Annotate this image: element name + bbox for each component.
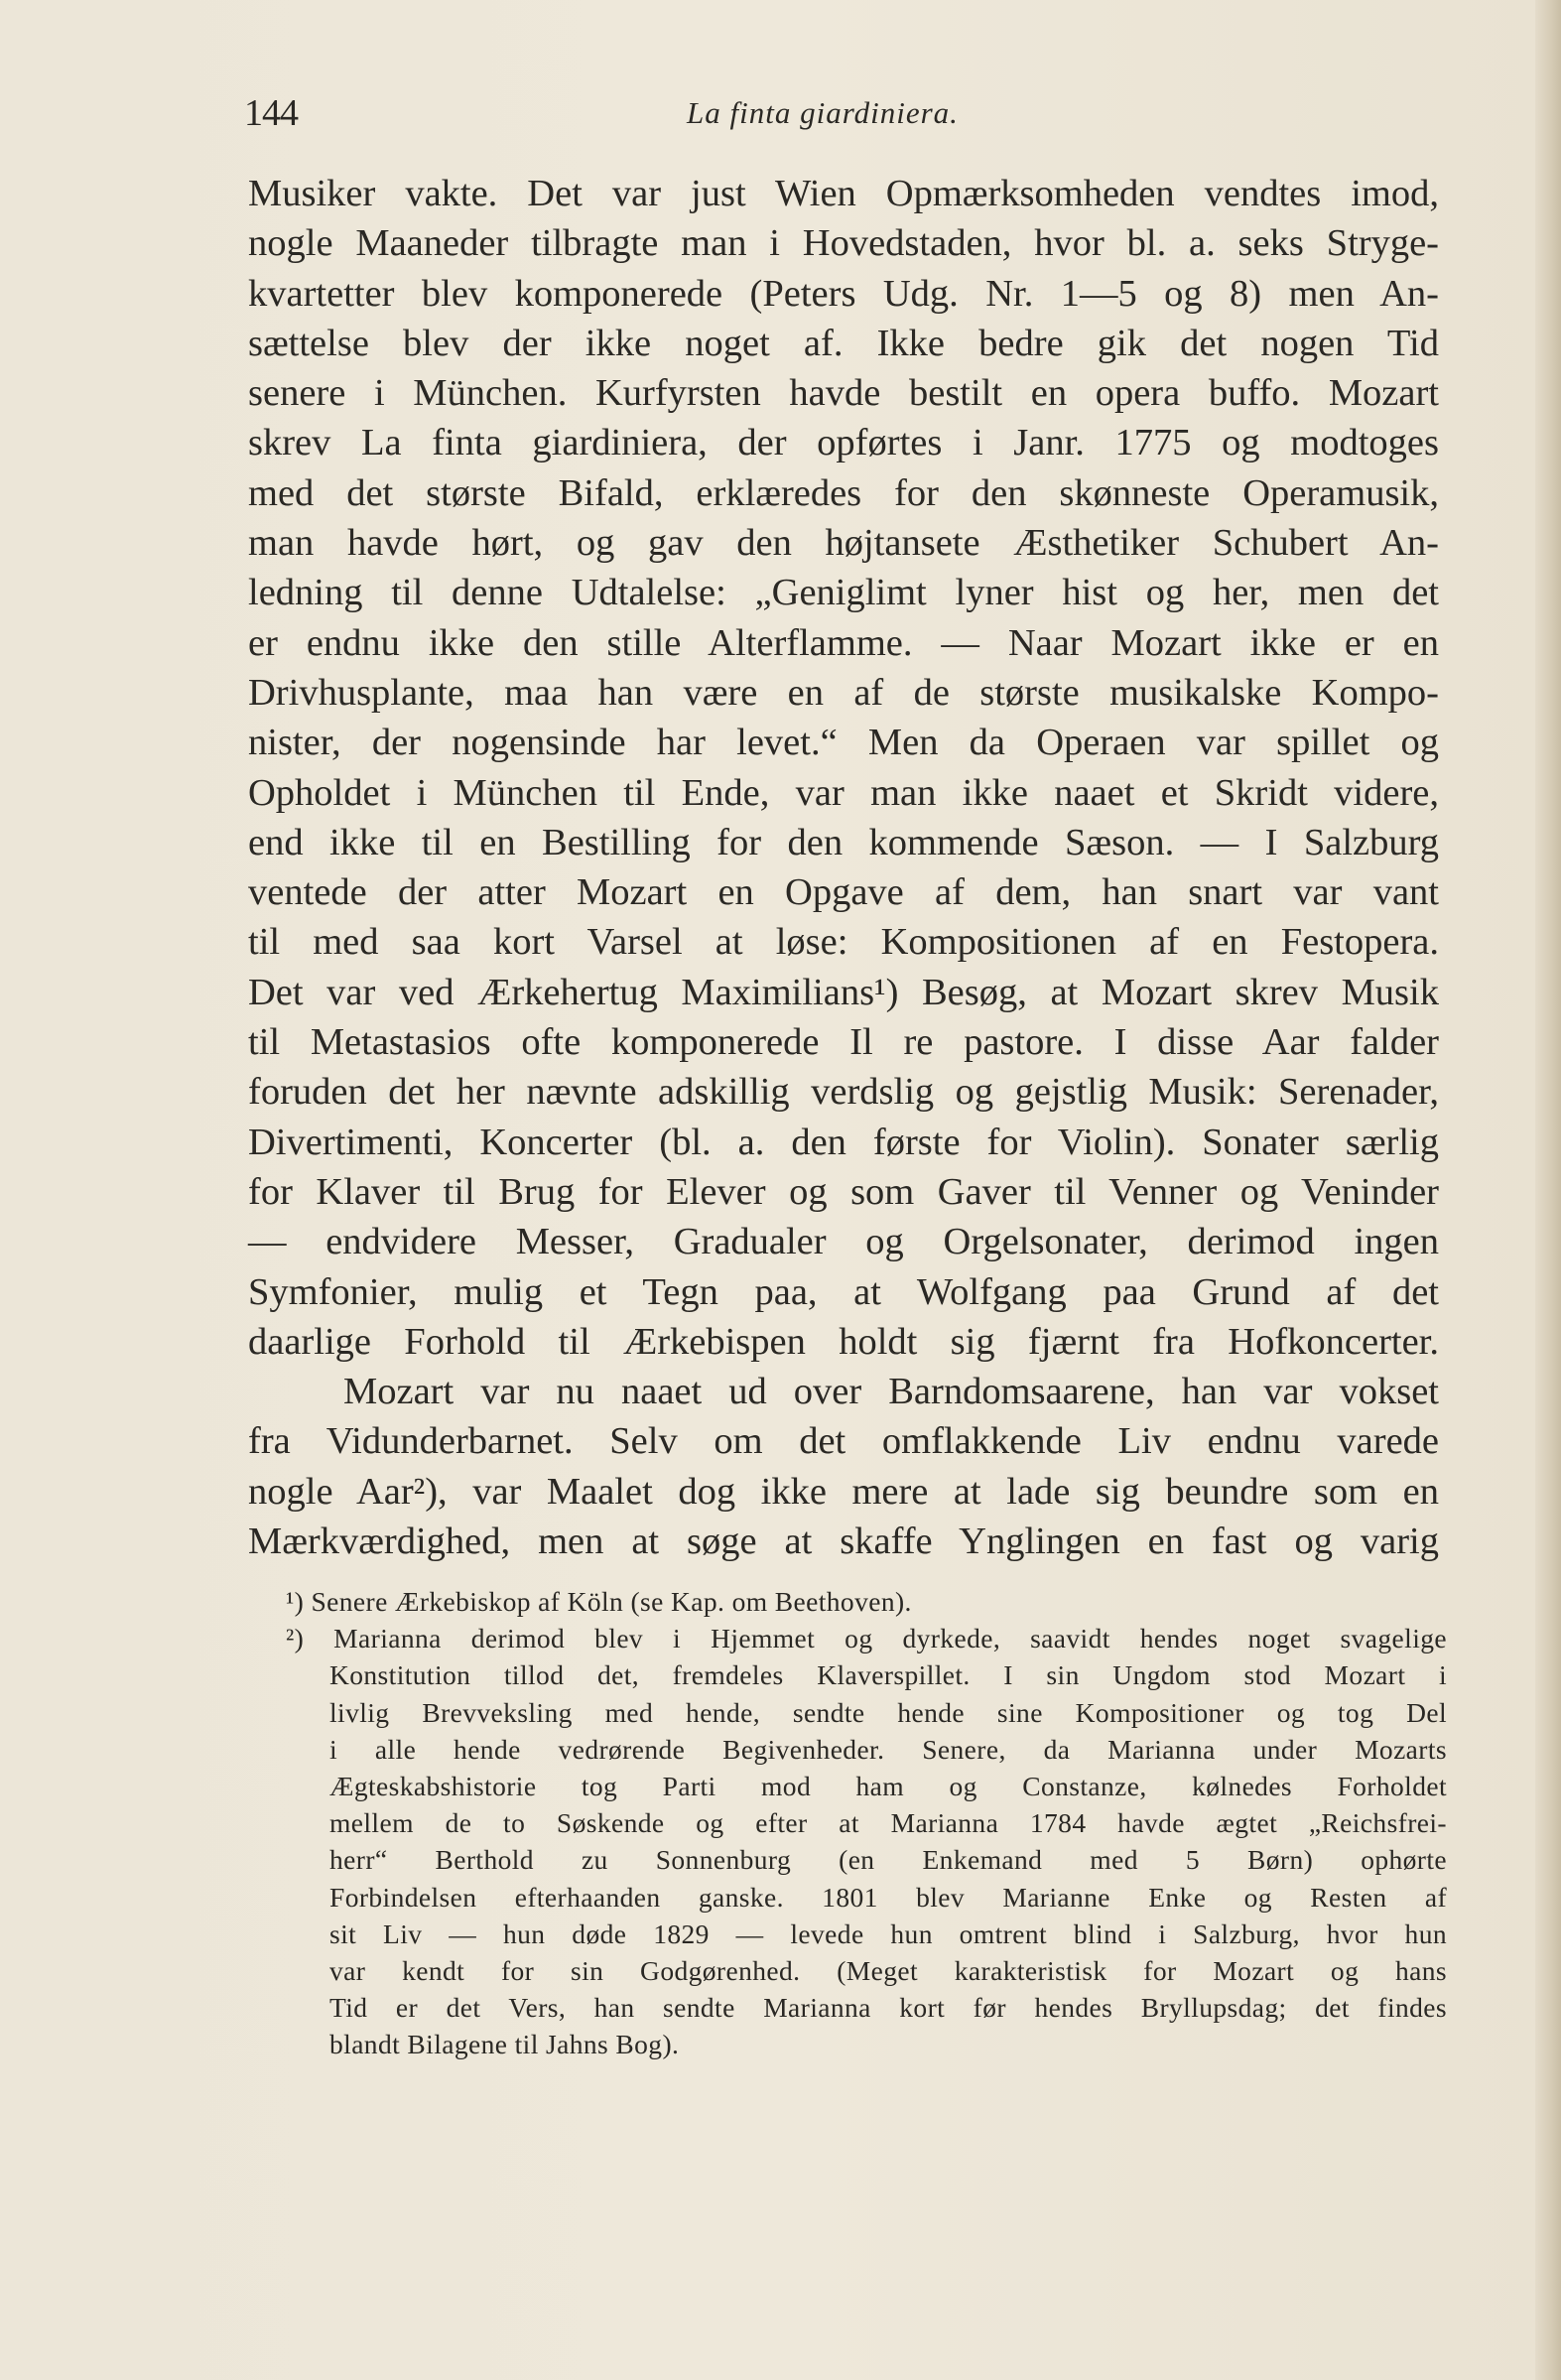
footnote-1: ¹) Senere Ærkebiskop af Köln (se Kap. om Beethoven). <box>286 1586 912 1617</box>
body-line: man havde hørt, og gav den højtansete Æsthetiker Schubert An- <box>248 522 1439 565</box>
footnote-2-line: mellem de to Søskende og efter at Marianna 1784 havde ægtet „Reichsfrei- <box>329 1807 1447 1839</box>
page-edge-shadow <box>1535 0 1561 2380</box>
body-line: er endnu ikke den stille Alterflamme. — Naar Mozart ikke er en <box>248 621 1439 664</box>
body-line: med det største Bifald, erklæredes for den skønneste Operamusik, <box>248 471 1439 514</box>
body-line: Divertimenti, Koncerter (bl. a. den første for Violin). Sonater særlig <box>248 1121 1439 1163</box>
body-line: Det var ved Ærkehertug Maximilians¹) Besøg, at Mozart skrev Musik <box>248 971 1439 1013</box>
footnote-2-line: blandt Bilagene til Jahns Bog). <box>329 2029 680 2060</box>
body-line: Drivhusplante, maa han være en af de største musikalske Kompo- <box>248 671 1439 714</box>
footnote-2-line: var kendt for sin Godgørenhed. (Meget karakteristisk for Mozart og hans <box>329 1954 1447 1986</box>
footnote-2-line: i alle hende vedrørende Begivenheder. Senere, da Marianna under Mozarts <box>329 1733 1447 1765</box>
body-line: til med saa kort Varsel at løse: Kompositionen af en Festopera. <box>248 921 1439 964</box>
running-title: La finta giardiniera. <box>687 95 959 130</box>
body-line: kvartetter blev komponerede (Peters Udg. Nr. 1—5 og 8) men An- <box>248 272 1439 315</box>
body-text <box>248 169 1439 1566</box>
footnote-2-line: Konstitution tillod det, fremdeles Klaverspillet. I sin Ungdom stod Mozart i <box>329 1659 1447 1691</box>
footnote-2-line: sit Liv — hun døde 1829 — levede hun omtrent blind i Salzburg, hvor hun <box>329 1917 1447 1949</box>
footnote-2-line: livlig Brevveksling med hende, sendte hende sine Kompositioner og tog Del <box>329 1696 1447 1728</box>
footnote-2-line: Ægteskabshistorie tog Parti mod ham og Constanze, kølnedes Forholdet <box>329 1770 1447 1801</box>
body-line: senere i München. Kurfyrsten havde bestilt en opera buffo. Mozart <box>248 372 1439 415</box>
body-line: sættelse blev der ikke noget af. Ikke bedre gik det nogen Tid <box>248 322 1439 364</box>
running-head <box>244 91 1445 134</box>
body-line: Mærkværdighed, men at søge at skaffe Ynglingen en fast og varig <box>248 1521 1439 1563</box>
body-line: foruden det her nævnte adskillig verdslig og gejstlig Musik: Serenader, <box>248 1071 1439 1114</box>
footnote-2-line: herr“ Berthold zu Sonnenburg (en Enkemand med 5 Børn) ophørte <box>329 1844 1447 1876</box>
body-line: ledning til denne Udtalelse: „Geniglimt lyner hist og her, men det <box>248 572 1439 614</box>
body-line: skrev La finta giardiniera, der opførtes i Janr. 1775 og modtoges <box>248 422 1439 464</box>
body-line: nogle Aar²), var Maalet dog ikke mere at lade sig beundre som en <box>248 1470 1439 1513</box>
footnote-2: ²) Marianna derimod blev i Hjemmet og dyrkede, saavidt hendes noget svagelige <box>286 1623 1447 1654</box>
body-line: for Klaver til Brug for Elever og som Gaver til Venner og Veninder <box>248 1170 1439 1213</box>
page-number: 144 <box>244 92 298 134</box>
body-line: — endvidere Messer, Gradualer og Orgelsonater, derimod ingen <box>248 1221 1439 1263</box>
body-line: nister, der nogensinde har levet.“ Men da Operaen var spillet og <box>248 722 1439 764</box>
footnote-2-line: Forbindelsen efterhaanden ganske. 1801 blev Marianne Enke og Resten af <box>329 1881 1447 1913</box>
body-line: ventede der atter Mozart en Opgave af dem, han snart var vant <box>248 871 1439 914</box>
footnotes <box>248 1583 1447 2062</box>
body-line: Opholdet i München til Ende, var man ikke naaet et Skridt videre, <box>248 771 1439 814</box>
body-line: end ikke til en Bestilling for den kommende Sæson. — I Salzburg <box>248 821 1439 863</box>
body-line: daarlige Forhold til Ærkebispen holdt sig fjærnt fra Hofkoncerter. <box>248 1320 1439 1363</box>
body-line: fra Vidunderbarnet. Selv om det omflakkende Liv endnu varede <box>248 1420 1439 1463</box>
footnote-2-line: Tid er det Vers, han sendte Marianna kort før hendes Bryllupsdag; det findes <box>329 1992 1447 2024</box>
body-line: til Metastasios ofte komponerede Il re pastore. I disse Aar falder <box>248 1021 1439 1064</box>
body-line: Musiker vakte. Det var just Wien Opmærksomheden vendtes imod, <box>248 173 1439 214</box>
body-line: Symfonier, mulig et Tegn paa, at Wolfgang paa Grund af det <box>248 1270 1439 1313</box>
body-line-paragraph-start: Mozart var nu naaet ud over Barndomsaarene, han var vokset <box>343 1371 1439 1413</box>
body-line: nogle Maaneder tilbragte man i Hovedstaden, hvor bl. a. seks Stryge- <box>248 222 1439 265</box>
